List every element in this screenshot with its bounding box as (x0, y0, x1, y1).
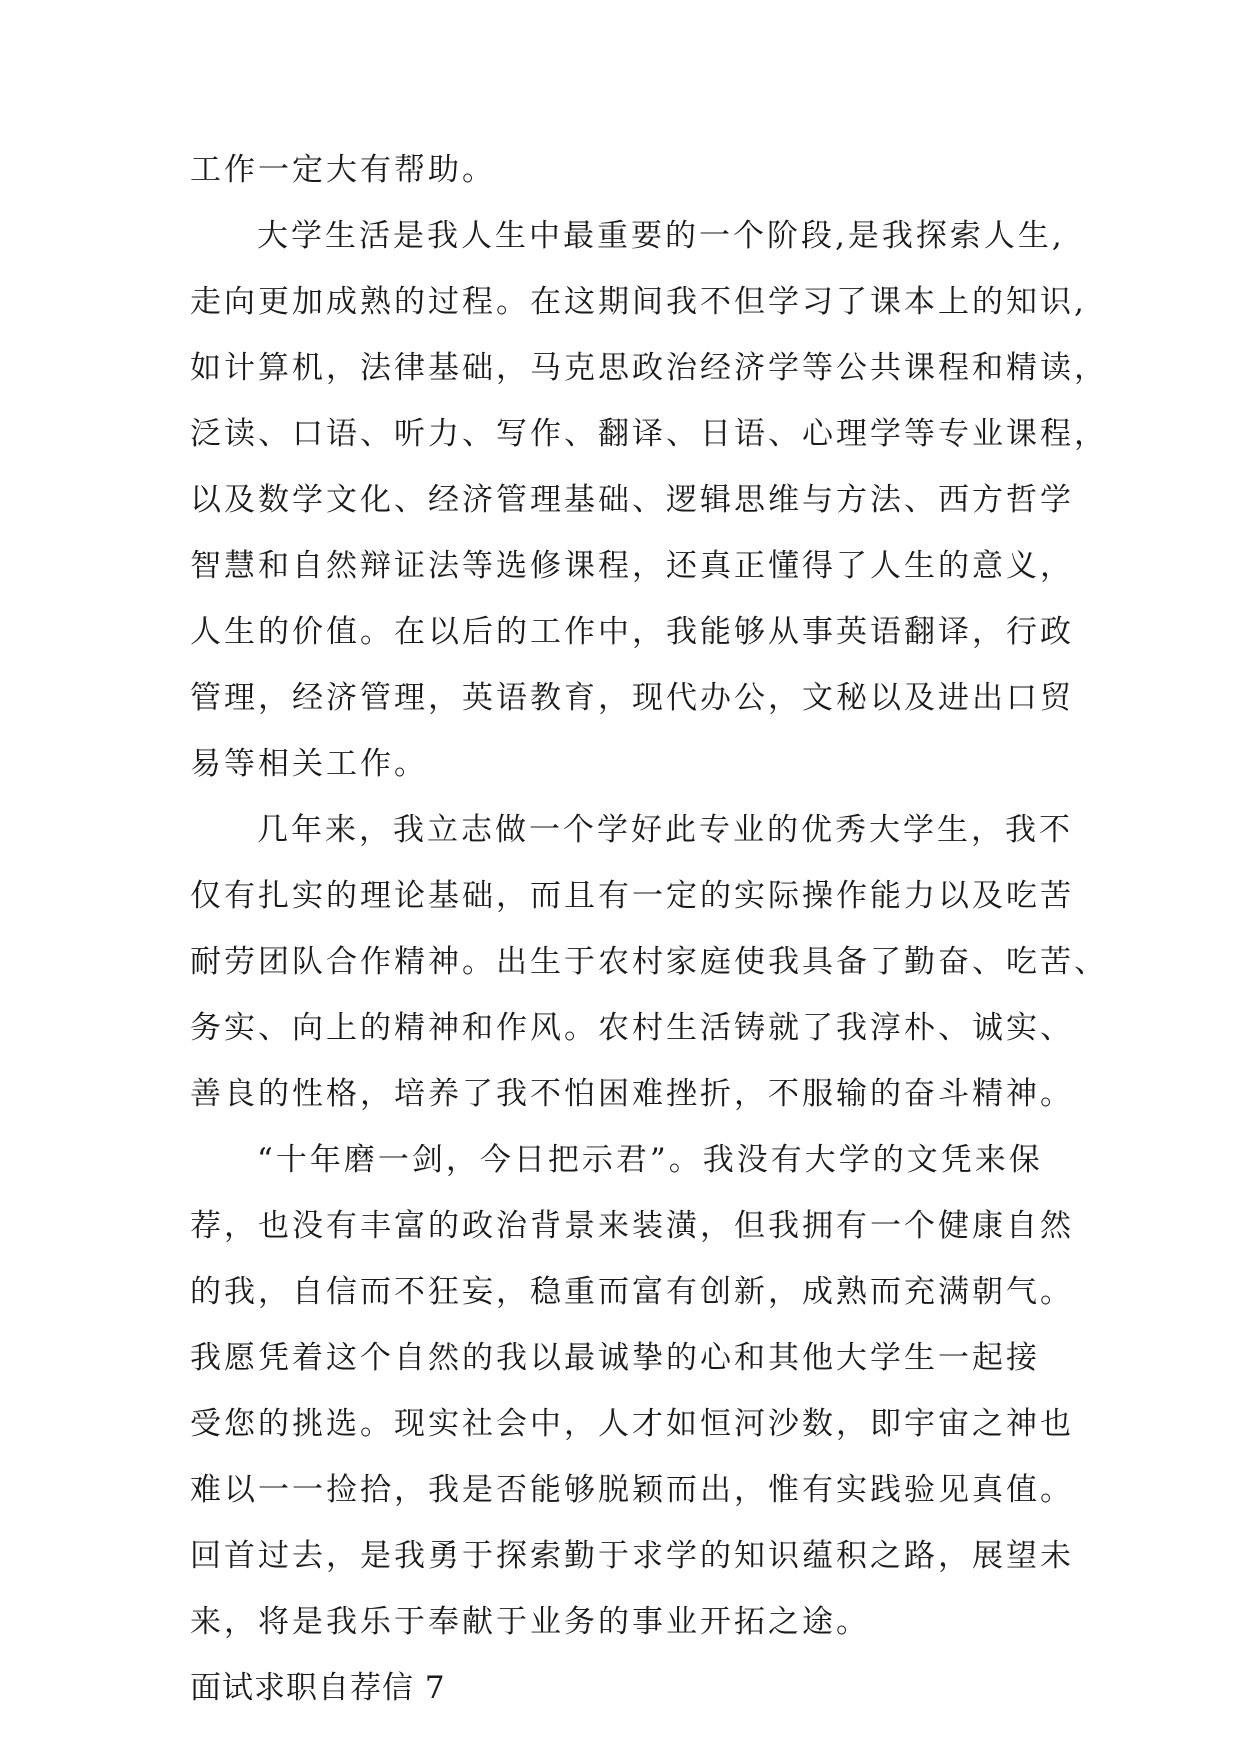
paragraph-line: 受您的挑选。现实社会中，人才如恒河沙数，即宇宙之神也 (190, 1406, 1074, 1442)
paragraph-line: 几年来，我立志做一个学好此专业的优秀大学生，我不 (257, 812, 1073, 848)
paragraph-line: 易等相关工作。 (190, 746, 428, 782)
paragraph-line: 务实、向上的精神和作风。农村生活铸就了我淳朴、诚实、 (190, 1010, 1074, 1046)
paragraph-line: 难以一一捡拾，我是否能够脱颖而出，惟有实践验见真值。 (190, 1472, 1074, 1508)
paragraph-line: “十年磨一剑，今日把示君”。我没有大学的文凭来保 (257, 1142, 1043, 1178)
paragraph-line: 善良的性格，培养了我不怕困难挫折，不服输的奋斗精神。 (190, 1076, 1074, 1112)
paragraph-line: 的我，自信而不狂妄，稳重而富有创新，成熟而充满朝气。 (190, 1274, 1074, 1310)
paragraph-line: 管理，经济管理，英语教育，现代办公，文秘以及进出口贸 (190, 680, 1074, 716)
paragraph-line: 荐，也没有丰富的政治背景来装潢，但我拥有一个健康自然 (190, 1208, 1074, 1244)
section-heading: 面试求职自荐信 7 (190, 1670, 446, 1706)
paragraph-line: 泛读、口语、听力、写作、翻译、日语、心理学等专业课程， (190, 416, 1108, 452)
paragraph-line: 仅有扎实的理论基础，而且有一定的实际操作能力以及吃苦 (190, 878, 1074, 914)
paragraph-line: 我愿凭着这个自然的我以最诚挚的心和其他大学生一起接 (190, 1340, 1040, 1376)
paragraph-line: 来，将是我乐于奉献于业务的事业开拓之途。 (190, 1604, 870, 1640)
paragraph-line: 回首过去，是我勇于探索勤于求学的知识蕴积之路，展望未 (190, 1538, 1074, 1574)
paragraph-line: 智慧和自然辩证法等选修课程，还真正懂得了人生的意义， (190, 548, 1074, 584)
paragraph-line: 工作一定大有帮助。 (190, 152, 496, 188)
paragraph-line: 以及数学文化、经济管理基础、逻辑思维与方法、西方哲学 (190, 482, 1074, 518)
paragraph-line: 人生的价值。在以后的工作中，我能够从事英语翻译，行政 (190, 614, 1074, 650)
paragraph-line: 耐劳团队合作精神。出生于农村家庭使我具备了勤奋、吃苦、 (190, 944, 1108, 980)
paragraph-line: 大学生活是我人生中最重要的一个阶段,是我探索人生, (257, 218, 1065, 254)
paragraph-line: 走向更加成熟的过程。在这期间我不但学习了课本上的知识, (190, 284, 1087, 320)
paragraph-line: 如计算机，法律基础，马克思政治经济学等公共课程和精读， (190, 350, 1108, 386)
